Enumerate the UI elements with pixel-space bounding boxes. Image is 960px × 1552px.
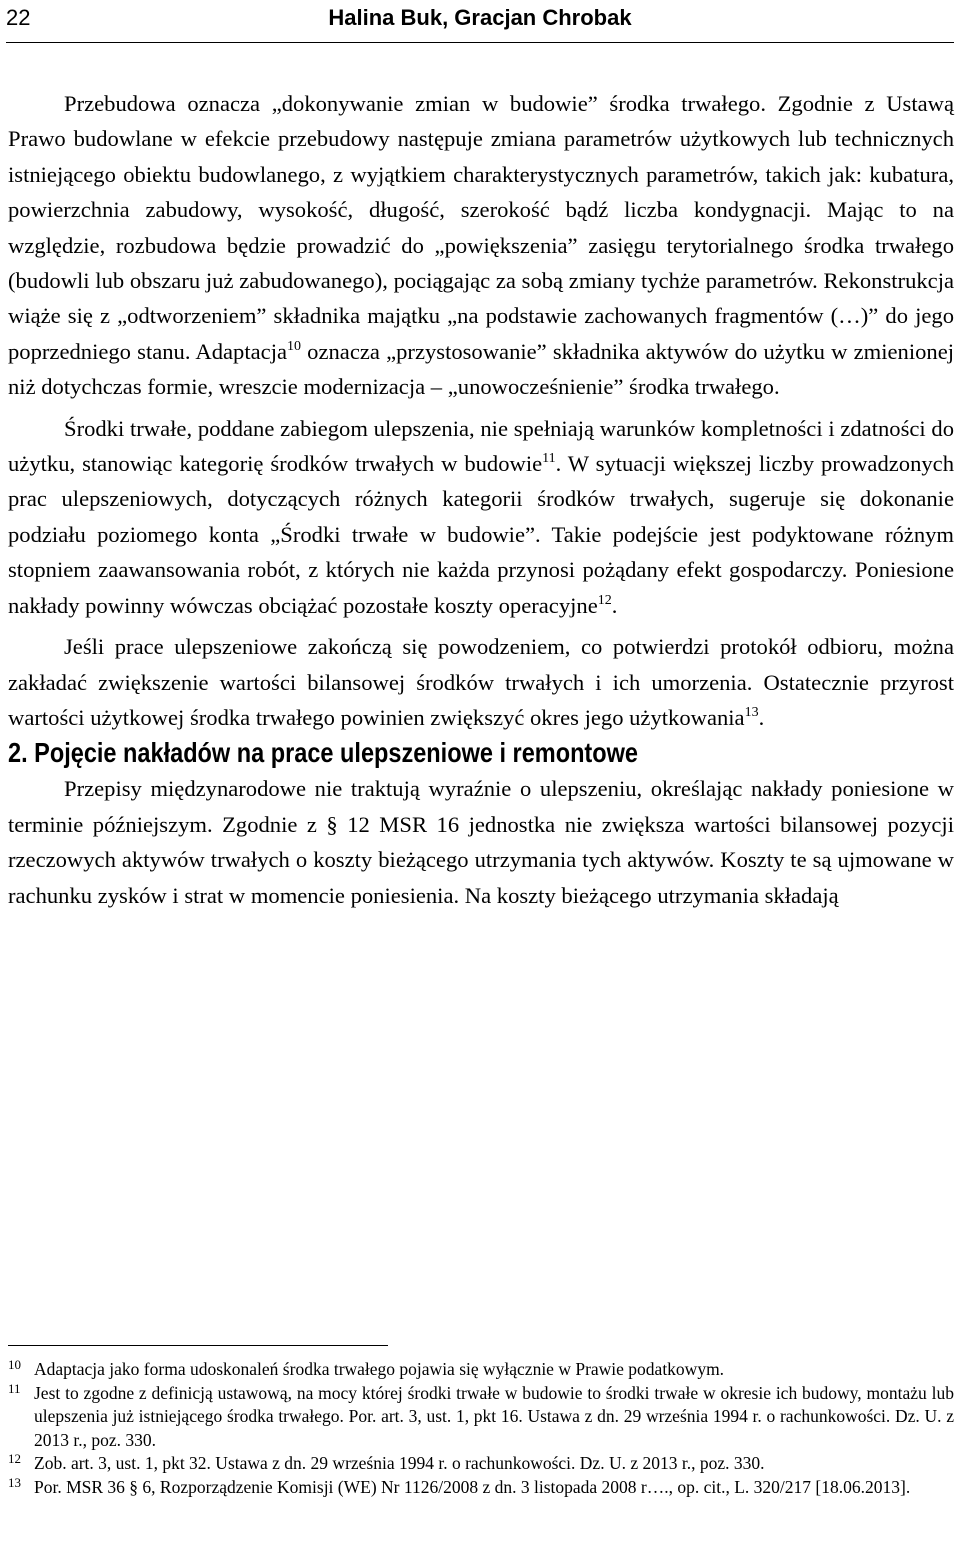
section-heading: 2. Pojęcie nakładów na prace ulepszeniowe i remontowe: [8, 737, 639, 769]
footnote-text: Adaptacja jako forma udoskonaleń środka trwałego pojawia się wyłącznie w Prawie podatkowym.: [34, 1359, 725, 1379]
paragraph-4: Przepisy międzynarodowe nie traktują wyraźnie o ulepszeniu, określając nakłady poniesione w terminie późniejszym. Zgodnie z § 12 MSR 16 jednostka nie zwiększa wartości bilansowej pozycji rzeczowych aktywów trwałych o koszty bieżącego utrzymania tych aktywów. Koszty te są ujmowane w rachunku zysków i strat w momencie poniesienia. Na koszty bieżącego utrzymania składają: [8, 776, 954, 908]
footnote-11: [8, 1382, 954, 1453]
page-header: [6, 0, 954, 42]
footnote-ref-10[interactable]: 10: [287, 338, 301, 354]
p3-text-b: .: [758, 704, 765, 730]
footnote-separator: [8, 1345, 388, 1346]
p2-text-b: . W sytuacji większej liczby prowadzonych prac ulepszeniowych, dotyczących różnych kategorii środków trwałych, sugeruje się dokonanie podziału poziomego konta „Środki trwałe w budowie”. Takie podejście jest podyktowane różnym stopniem zaawansowania robót, z których nie każda przynosi pożądany efekt gospodarczy. Poniesione nakłady powinny wówczas obciążać pozostałe koszty operacyjne: [8, 451, 954, 618]
footnotes: [8, 1358, 954, 1499]
footnote-ref-13[interactable]: 13: [744, 704, 759, 720]
footnote-number: 11: [8, 1380, 21, 1396]
footnote-13: [8, 1476, 954, 1500]
running-title: Halina Buk, Gracjan Chrobak: [328, 5, 632, 30]
p1-text-b: oznacza „przystosowanie” składnika aktywów do użytku w zmienionej niż dotychczas formie, wreszcie modernizacja – „unowocześnienie” środka trwałego.: [8, 338, 954, 400]
page-number: 22: [6, 5, 31, 30]
paragraph-1: [8, 86, 954, 405]
p2-text-c: .: [611, 592, 618, 618]
footnote-text: Jest to zgodne z definicją ustawową, na mocy której środki trwałe w budowie to środki trwałe w okresie ich budowy, montażu lub ulepszenia już istniejącego środka trwałego. Por. art. 3, ust. 1, pkt 16. Ustawa z dn. 29 września 1994 r. o rachunkowości. Dz. U. z 2013 r., poz. 330.: [34, 1382, 954, 1450]
footnote-number: 12: [8, 1451, 21, 1466]
footnote-text: Zob. art. 3, ust. 1, pkt 32. Ustawa z dn. 29 września 1994 r. o rachunkowości. Dz. U. z 2013 r., poz. 330.: [34, 1453, 765, 1473]
footnote-ref-11[interactable]: 11: [542, 451, 556, 467]
header-rule: [6, 42, 954, 43]
footnote-12: [8, 1452, 954, 1476]
p2-text-a: Środki trwałe, poddane zabiegom ulepszenia, nie spełniają warunków kompletności i zdatności do użytku, stanowiąc kategorię środków trwałych w budowie: [8, 415, 954, 477]
paragraph-2: [8, 411, 954, 623]
p1-text-a: Przebudowa oznacza „dokonywanie zmian w budowie” środka trwałego. Zgodnie z Ustawą Prawo budowlane w efekcie przebudowy następuje zmiana parametrów użytkowych lub technicznych istniejącego obiektu budowlanego, z wyjątkiem charakterystycznych parametrów, takich jak: kubatura, powierzchnia zabudowy, wysokość, długość, szerokość bądź liczba kondygnacji. Mając to na względzie, rozbudowa będzie prowadzić do „powiększenia” zasięgu terytorialnego środka trwałego (budowli lub obszaru już zabudowanego), pociągając za sobą zmiany tychże parametrów. Rekonstrukcja wiąże się z „odtworzeniem” składnika majątku „na podstawie zachowanych fragmentów (…)” do jego poprzedniego stanu. Adaptacja: [8, 91, 954, 364]
footnote-number: 13: [8, 1474, 21, 1490]
paragraph-3: [8, 629, 954, 735]
footnote-10: [8, 1358, 954, 1382]
p3-text-a: Jeśli prace ulepszeniowe zakończą się powodzeniem, co potwierdzi protokół odbioru, można zakładać zwiększenie wartości bilansowej środków trwałych i ich umorzenia. Ostatecznie przyrost wartości użytkowej środka trwałego powinien zwiększyć okres jego użytkowania: [8, 634, 954, 730]
footnote-ref-12[interactable]: 12: [597, 592, 612, 608]
body-text: [8, 86, 954, 913]
footnote-number: 10: [8, 1357, 21, 1372]
footnote-text: Por. MSR 36 § 6, Rozporządzenie Komisji (WE) Nr 1126/2008 z dn. 3 listopada 2008 r…., op. cit., L. 320/217 [18.06.2013].: [34, 1476, 911, 1497]
